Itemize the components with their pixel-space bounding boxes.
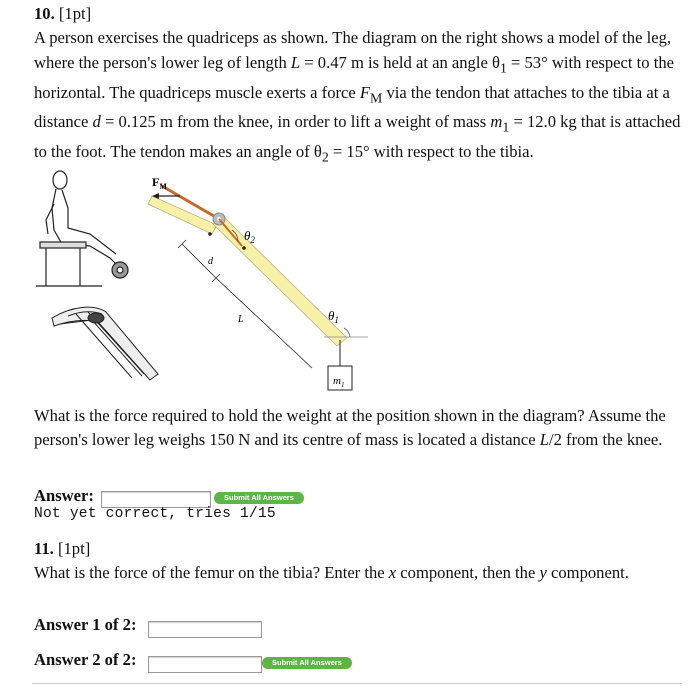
question-10-prompt <box>34 404 682 453</box>
text-segment: What is the force of the femur on the tibia? Enter the <box>34 563 389 583</box>
text-segment: component, then the <box>396 563 540 583</box>
text-segment: = 53° with respect to the horizontal. The quadriceps muscle exerts a force <box>34 52 675 102</box>
leg-anatomy-sketch <box>52 307 158 380</box>
q10-answer-row <box>34 486 94 506</box>
text-segment: What is the force required to hold the weight at the position shown in the diagram? Assume the person's lower leg weighs 150 N and its centre of mass is located a distance <box>34 406 666 450</box>
text-segment: /2 from the knee. <box>548 430 663 450</box>
q10-status: Not yet correct, tries 1/15 <box>34 506 276 522</box>
tibia <box>213 218 347 346</box>
sub-2: 2 <box>321 149 329 165</box>
text-segment: via the tendon that attaches to the tibia at a distance <box>34 82 670 132</box>
text-segment: = 0.125 m from the knee, in order to lift a weight of mass <box>100 112 491 132</box>
q10-answer-label: Answer: <box>34 486 94 505</box>
leg-diagram-svg <box>32 168 412 400</box>
question-10-points: [1pt] <box>58 4 92 23</box>
question-10-number: 10. <box>34 4 55 23</box>
mass-label: $m_1$ <box>333 375 345 389</box>
leg-diagram <box>32 168 412 400</box>
dimension-d <box>178 240 220 282</box>
L-label: L <box>238 314 244 325</box>
text-segment: A person exercises the quadriceps as shown. The diagram on the right shows a model of the leg, where the person's lower leg of length <box>34 28 672 72</box>
sub-M: M <box>370 89 383 105</box>
q11-submit-button[interactable]: Submit All Answers <box>262 657 352 669</box>
knee-pivot <box>208 232 212 236</box>
var-F: F <box>359 82 371 102</box>
theta2-label: $\theta_2$ <box>244 228 255 245</box>
theta1-label: $\theta_1$ <box>328 308 339 325</box>
sub-1: 1 <box>502 119 510 135</box>
sub-1: 1 <box>499 60 507 76</box>
question-11-number: 11. <box>34 539 54 558</box>
q11-answer2-label: Answer 2 of 2: <box>34 650 137 669</box>
question-11-text <box>34 537 682 586</box>
var-L: L <box>290 52 301 72</box>
q11-answer1-row <box>34 615 136 635</box>
fm-label: $F_M$ <box>152 175 167 191</box>
text-segment: = 15° with respect to the tibia. <box>328 141 534 161</box>
var-x: x <box>388 563 397 583</box>
var-d: d <box>92 112 101 132</box>
var-L: L <box>539 430 549 450</box>
seated-person-sketch <box>36 171 128 286</box>
question-10-text <box>34 2 682 170</box>
text-segment: = 12.0 kg that is attached to the foot. The tendon makes an angle of θ <box>34 112 681 161</box>
text-segment: component. <box>546 563 629 583</box>
q10-submit-button[interactable]: Submit All Answers <box>214 492 304 504</box>
q11-answer1-input[interactable] <box>148 621 262 638</box>
var-m: m <box>490 112 503 132</box>
q11-answer2-row <box>34 650 136 670</box>
attachment-point <box>242 246 246 250</box>
q11-answer1-label: Answer 1 of 2: <box>34 615 137 634</box>
var-y: y <box>539 563 547 583</box>
d-label: d <box>208 256 213 267</box>
q11-answer2-input[interactable] <box>148 656 262 673</box>
femur <box>148 196 217 234</box>
question-11-points: [1pt] <box>57 539 91 558</box>
divider <box>32 683 682 684</box>
text-segment: = 0.47 m is held at an angle θ <box>300 52 500 72</box>
